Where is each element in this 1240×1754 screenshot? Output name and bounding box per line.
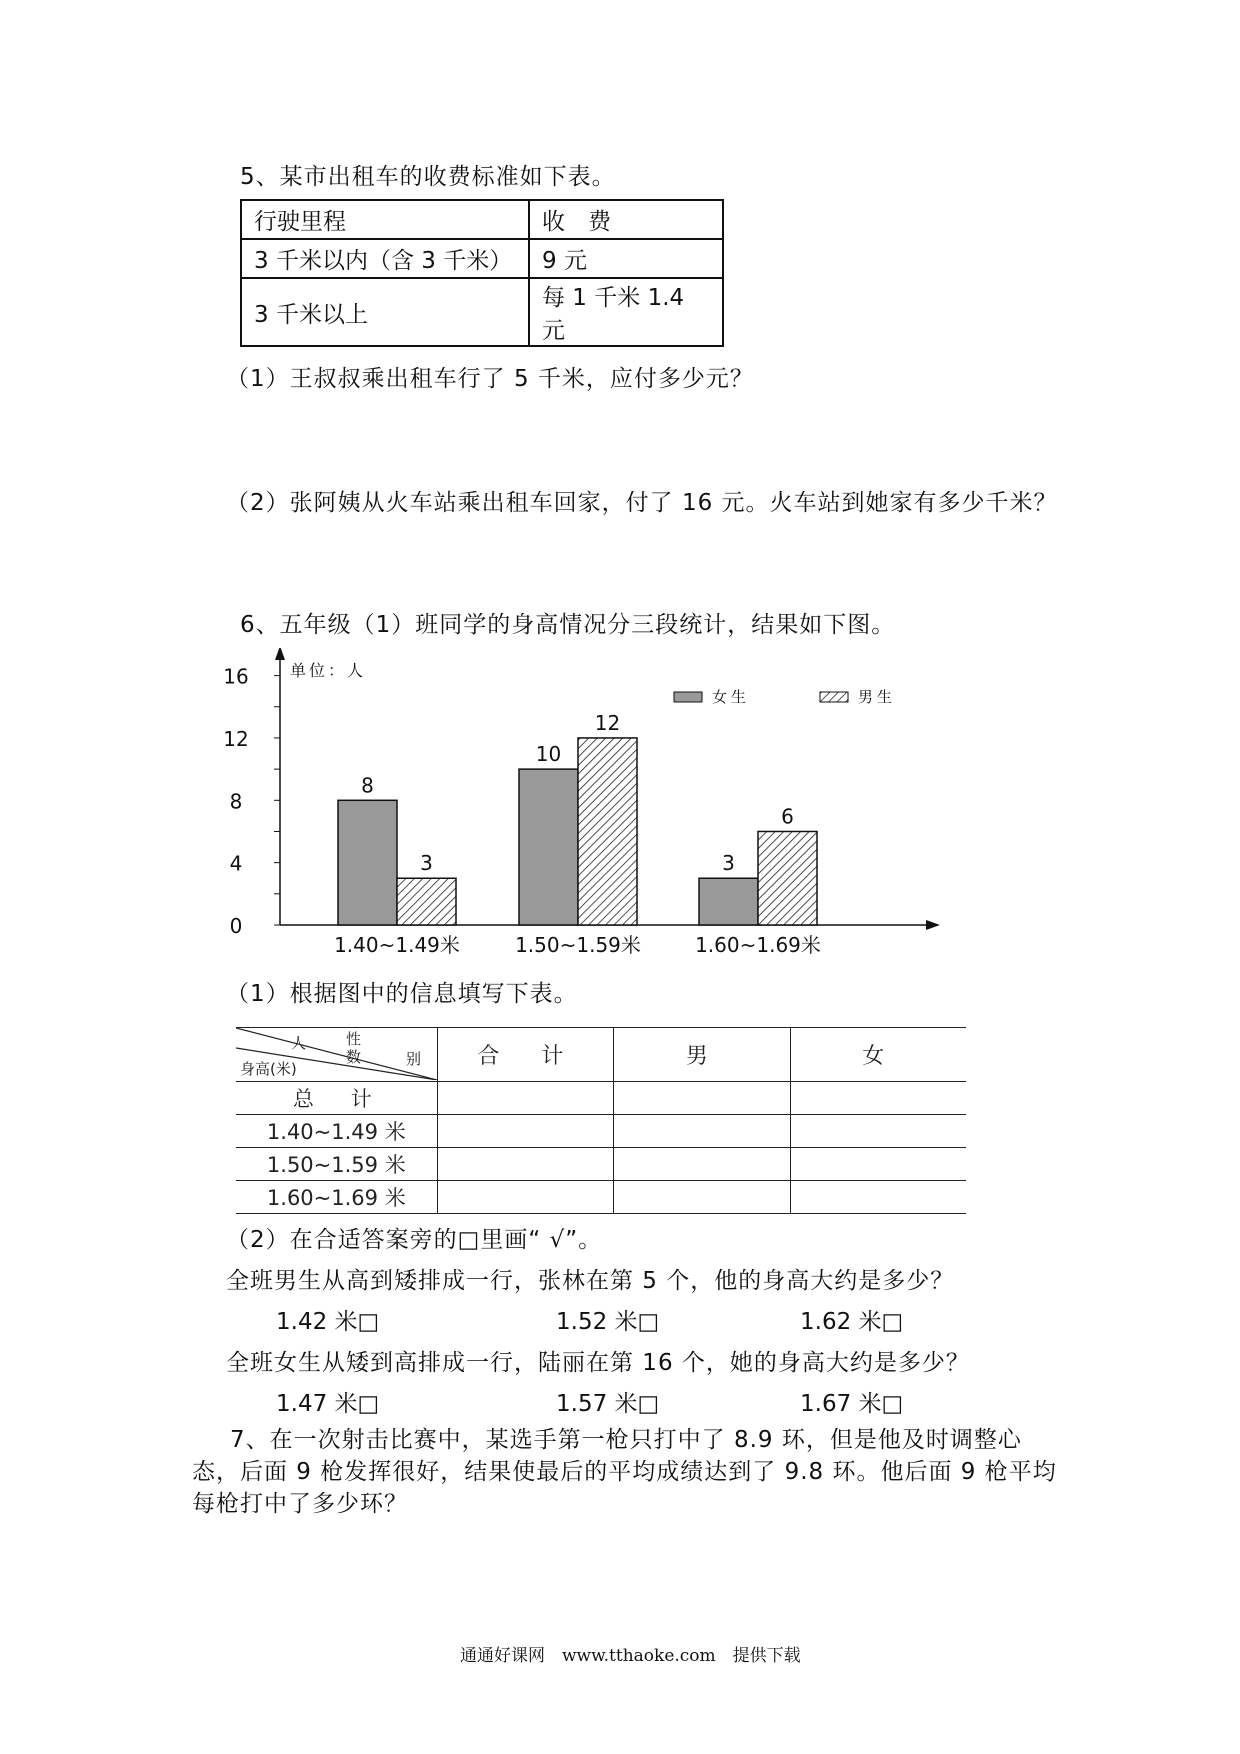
fill-header-total: 合 计	[437, 1028, 614, 1082]
fill-cell[interactable]	[437, 1181, 614, 1214]
fill-cell[interactable]	[790, 1148, 966, 1181]
corner-height: 身高(米)	[240, 1060, 297, 1078]
legend-label-girls: 女生	[712, 688, 751, 706]
option-b-1[interactable]: 1.47 米□	[276, 1391, 380, 1417]
fill-cell[interactable]	[614, 1148, 790, 1181]
bar-girls	[699, 878, 758, 925]
bar-boys	[578, 738, 637, 925]
y-tick-label: 4	[229, 851, 243, 876]
fill-row-label: 1.40~1.49 米	[236, 1115, 437, 1148]
q5-title: 5、某市出租车的收费标准如下表。	[240, 164, 616, 190]
unit-label: 单位：人	[290, 661, 367, 680]
fill-cell[interactable]	[790, 1115, 966, 1148]
bar-girls	[338, 800, 397, 925]
fill-cell[interactable]	[614, 1082, 790, 1115]
bar-boys	[397, 878, 456, 925]
x-axis-arrow	[926, 920, 940, 930]
fill-cell[interactable]	[614, 1115, 790, 1148]
option-a-3[interactable]: 1.62 米□	[800, 1309, 904, 1335]
option-b-3[interactable]: 1.67 米□	[800, 1391, 904, 1417]
legend-swatch-boys	[820, 692, 848, 702]
fill-row-label: 1.50~1.59 米	[236, 1148, 437, 1181]
q7-line3: 每枪打中了多少环？	[192, 1491, 408, 1517]
y-axis-arrow	[275, 648, 285, 660]
bar-girls	[519, 769, 578, 925]
bar-value-label: 3	[420, 851, 433, 876]
fare-cell: 3 千米以上	[241, 278, 529, 346]
option-a-2[interactable]: 1.52 米□	[556, 1309, 660, 1335]
fill-cell[interactable]	[790, 1181, 966, 1214]
bar-value-label: 6	[781, 804, 794, 829]
height-bar-chart	[220, 648, 960, 968]
q6-title: 6、五年级（1）班同学的身高情况分三段统计，结果如下图。	[240, 612, 896, 638]
fill-cell[interactable]	[437, 1115, 614, 1148]
fill-cell[interactable]	[790, 1082, 966, 1115]
legend-label-boys: 男生	[858, 688, 897, 706]
q6-sub2: （2）在合适答案旁的□里画“ √”。	[226, 1227, 603, 1253]
x-category-label: 1.50~1.59米	[515, 933, 641, 957]
bar-value-label: 3	[722, 851, 735, 876]
corner-gender-1: 性	[346, 1030, 362, 1048]
corner-people-2: 数	[346, 1048, 362, 1066]
q5-sub1: （1）王叔叔乘出租车行了 5 千米，应付多少元？	[226, 366, 754, 392]
fill-table	[236, 1027, 966, 1214]
y-tick-label: 12	[223, 726, 249, 751]
option-a-1[interactable]: 1.42 米□	[276, 1309, 380, 1335]
x-category-label: 1.60~1.69米	[695, 933, 821, 957]
fare-header-distance: 行驶里程	[241, 200, 529, 239]
fill-cell[interactable]	[614, 1181, 790, 1214]
fill-cell[interactable]	[437, 1148, 614, 1181]
fill-cell[interactable]	[437, 1082, 614, 1115]
bar-value-label: 12	[594, 710, 621, 735]
legend-swatch-girls	[674, 692, 702, 702]
fare-cell: 每 1 千米 1.4 元	[529, 278, 723, 346]
bar-boys	[758, 831, 817, 925]
bar-value-label: 8	[361, 773, 374, 798]
fare-cell: 3 千米以内（含 3 千米）	[241, 239, 529, 278]
q7-line2: 态，后面 9 枪发挥很好，结果使最后的平均成绩达到了 9.8 环。他后面 9 枪平均	[192, 1459, 1057, 1485]
bar-value-label: 10	[535, 742, 562, 767]
q7-line1: 7、在一次射击比赛中，某选手第一枪只打中了 8.9 环，但是他及时调整心	[230, 1427, 1022, 1453]
q6-part-a-question: 全班男生从高到矮排成一行，张林在第 5 个，他的身高大约是多少？	[226, 1268, 955, 1294]
footer-credit: 通通好课网 www.tthaoke.com 提供下载	[460, 1646, 801, 1666]
q5-sub2: （2）张阿姨从火车站乘出租车回家，付了 16 元。火车站到她家有多少千米？	[226, 490, 1058, 516]
y-tick-label: 0	[229, 914, 243, 938]
fare-header-fee: 收 费	[529, 200, 723, 239]
y-tick-label: 8	[229, 789, 243, 814]
fare-cell: 9 元	[529, 239, 723, 278]
corner-people-1: 人	[291, 1034, 307, 1052]
q6-part-b-question: 全班女生从矮到高排成一行，陆丽在第 16 个，她的身高大约是多少？	[226, 1350, 970, 1376]
x-category-label: 1.40~1.49米	[334, 933, 460, 957]
option-b-2[interactable]: 1.57 米□	[556, 1391, 660, 1417]
corner-gender-2: 别	[406, 1050, 422, 1068]
fill-header-boys: 男	[614, 1028, 790, 1082]
q6-sub1: （1）根据图中的信息填写下表。	[226, 981, 578, 1007]
fare-table	[240, 199, 724, 347]
fill-row-label: 1.60~1.69 米	[236, 1181, 437, 1214]
y-tick-label: 16	[223, 664, 249, 689]
fill-corner-cell	[236, 1028, 437, 1082]
fill-row-label: 总 计	[236, 1082, 437, 1115]
fill-header-girls: 女	[790, 1028, 966, 1082]
